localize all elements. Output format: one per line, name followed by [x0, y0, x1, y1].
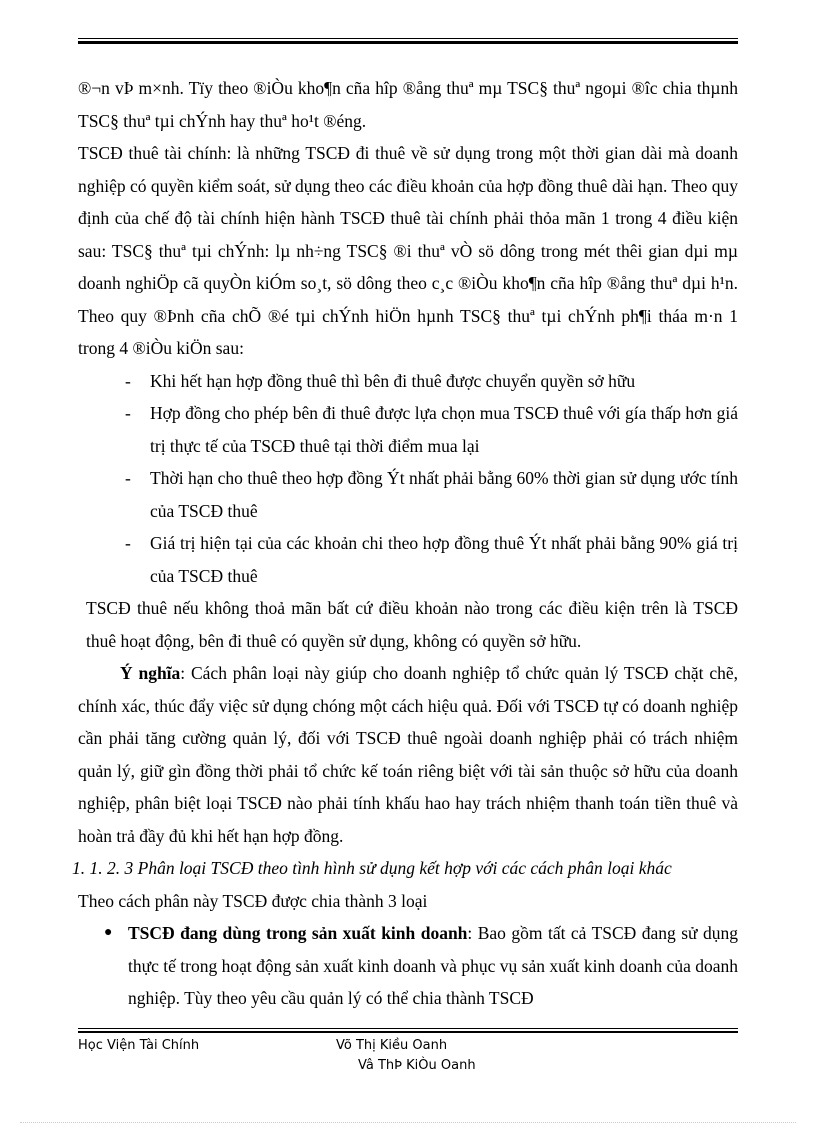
header-rule	[78, 38, 738, 44]
list-item: - Giá trị hiện tại của các khoản chi theo hợp đồng thuê Ýt nhất phải bằng 90% giá trị của TSCĐ thuê	[78, 527, 738, 592]
section-heading: 1. 1. 2. 3 Phân loại TSCĐ theo tình hình sử dụng kết hợp với các cách phân loại khác	[72, 858, 672, 878]
paragraph-legacy-intro: ®¬n vÞ m×nh. Tïy theo ®iÒu kho¶n cña hîp ®ång thuª mµ TSC§ thuª ngoµi ®îc chia thµnh TSC§ thuª tµi chÝnh hay thuª ho¹t ®éng.	[78, 78, 738, 131]
bullet-item-label: TSCĐ đang dùng trong sản xuất kinh doanh	[128, 923, 468, 943]
dash-marker: -	[125, 533, 131, 553]
dash-marker: -	[125, 468, 131, 488]
dash-marker: -	[125, 370, 131, 391]
lease-conditions-list	[78, 365, 738, 593]
meaning-label: Ý nghĩa	[120, 663, 181, 683]
footer-author: Võ Thị Kiều Oanh	[336, 1038, 448, 1053]
paragraph-meaning: Ý nghĩa: Cách phân loại này giúp cho doanh nghiệp tổ chức quản lý TSCĐ chặt chẽ, chính xác, thúc đẩy việc sử dụng chóng một cách hiệu quả. Đối với TSCĐ tự có doanh nghiệp cần phải tăng cường quản lý, đối với TSCĐ thuê ngoài doanh nghiệp phải có trách nhiệm quản lý, giữ gìn đồng thời phải tổ chức kế toán riêng biệt với tài sản thuộc sở hữu của doanh nghiệp, phân biệt loại TSCĐ nào phải tính khấu hao hay trách nhiệm thanh toán tiền thuê và hoàn trả đầy đủ khi hết hạn hợp đồng.	[78, 663, 739, 846]
paragraph-operating-lease: TSCĐ thuê nếu không thoả mãn bất cứ điều khoản nào trong các điều kiện trên là TSCĐ thuê hoạt động, bên đi thuê có quyền sử dụng, không có quyền sở hữu.	[86, 598, 738, 651]
list-item: ● TSCĐ đang dùng trong sản xuất kinh doanh: Bao gồm tất cả TSCĐ đang sử dụng thực tế trong hoạt động sản xuất kinh doanh và phục vụ sản xuất kinh doanh của doanh nghiệp. Tùy theo yêu cầu quản lý có thể chia thành TSCĐ	[78, 917, 738, 1015]
list-item: - Thời hạn cho thuê theo hợp đồng Ýt nhất phải bằng 60% thời gian sử dụng ước tính của TSCĐ thuê	[78, 462, 738, 527]
footer-author-legacy: Vâ ThÞ KiÒu Oanh	[358, 1058, 476, 1073]
list-item: - Hợp đồng cho phép bên đi thuê được lựa chọn mua TSCĐ thuê với gía thấp hơn giá trị thực tế của TSCĐ thuê tại thời điểm mua lại	[78, 397, 738, 462]
bullet-icon: ●	[104, 925, 113, 940]
dash-marker: -	[125, 403, 131, 423]
paragraph-classification-intro: Theo cách phân này TSCĐ được chia thành 3 loại	[78, 890, 428, 911]
footer-rule	[78, 1028, 738, 1033]
usage-classification-list	[78, 917, 738, 1015]
list-item: - Khi hết hạn hợp đồng thuê thì bên đi thuê được chuyển quyền sở hữu	[78, 365, 738, 398]
document-body	[72, 72, 739, 1015]
paragraph-finance-lease: TSCĐ thuê tài chính: là những TSCĐ đi thuê về sử dụng trong một thời gian dài mà doanh nghiệp có quyền kiểm soát, sử dụng theo các điều khoản của hợp đồng thuê dài hạn. Theo quy định của chế độ tài chính hiện hành TSCĐ thuê tài chính phải thỏa mãn 1 trong 4 điều kiện sau: TSC§ thuª tµi chÝnh: lµ nh÷ng TSC§ ®i thuª vÒ sö dông trong mét thêi gian dµi mµ doanh nghiÖp cã quyÒn kiÓm so¸t, sö dông theo c¸c ®iÒu kho¶n cña hîp ®ång thuª dµi h¹n. Theo quy ®Þnh cña chÕ ®é tµi chÝnh hiÖn hµnh TSC§ thuª tµi chÝnh ph¶i tháa m·n 1 trong 4 ®iÒu kiÖn sau:	[78, 143, 738, 358]
footer-school: Học Viện Tài Chính	[78, 1038, 200, 1053]
